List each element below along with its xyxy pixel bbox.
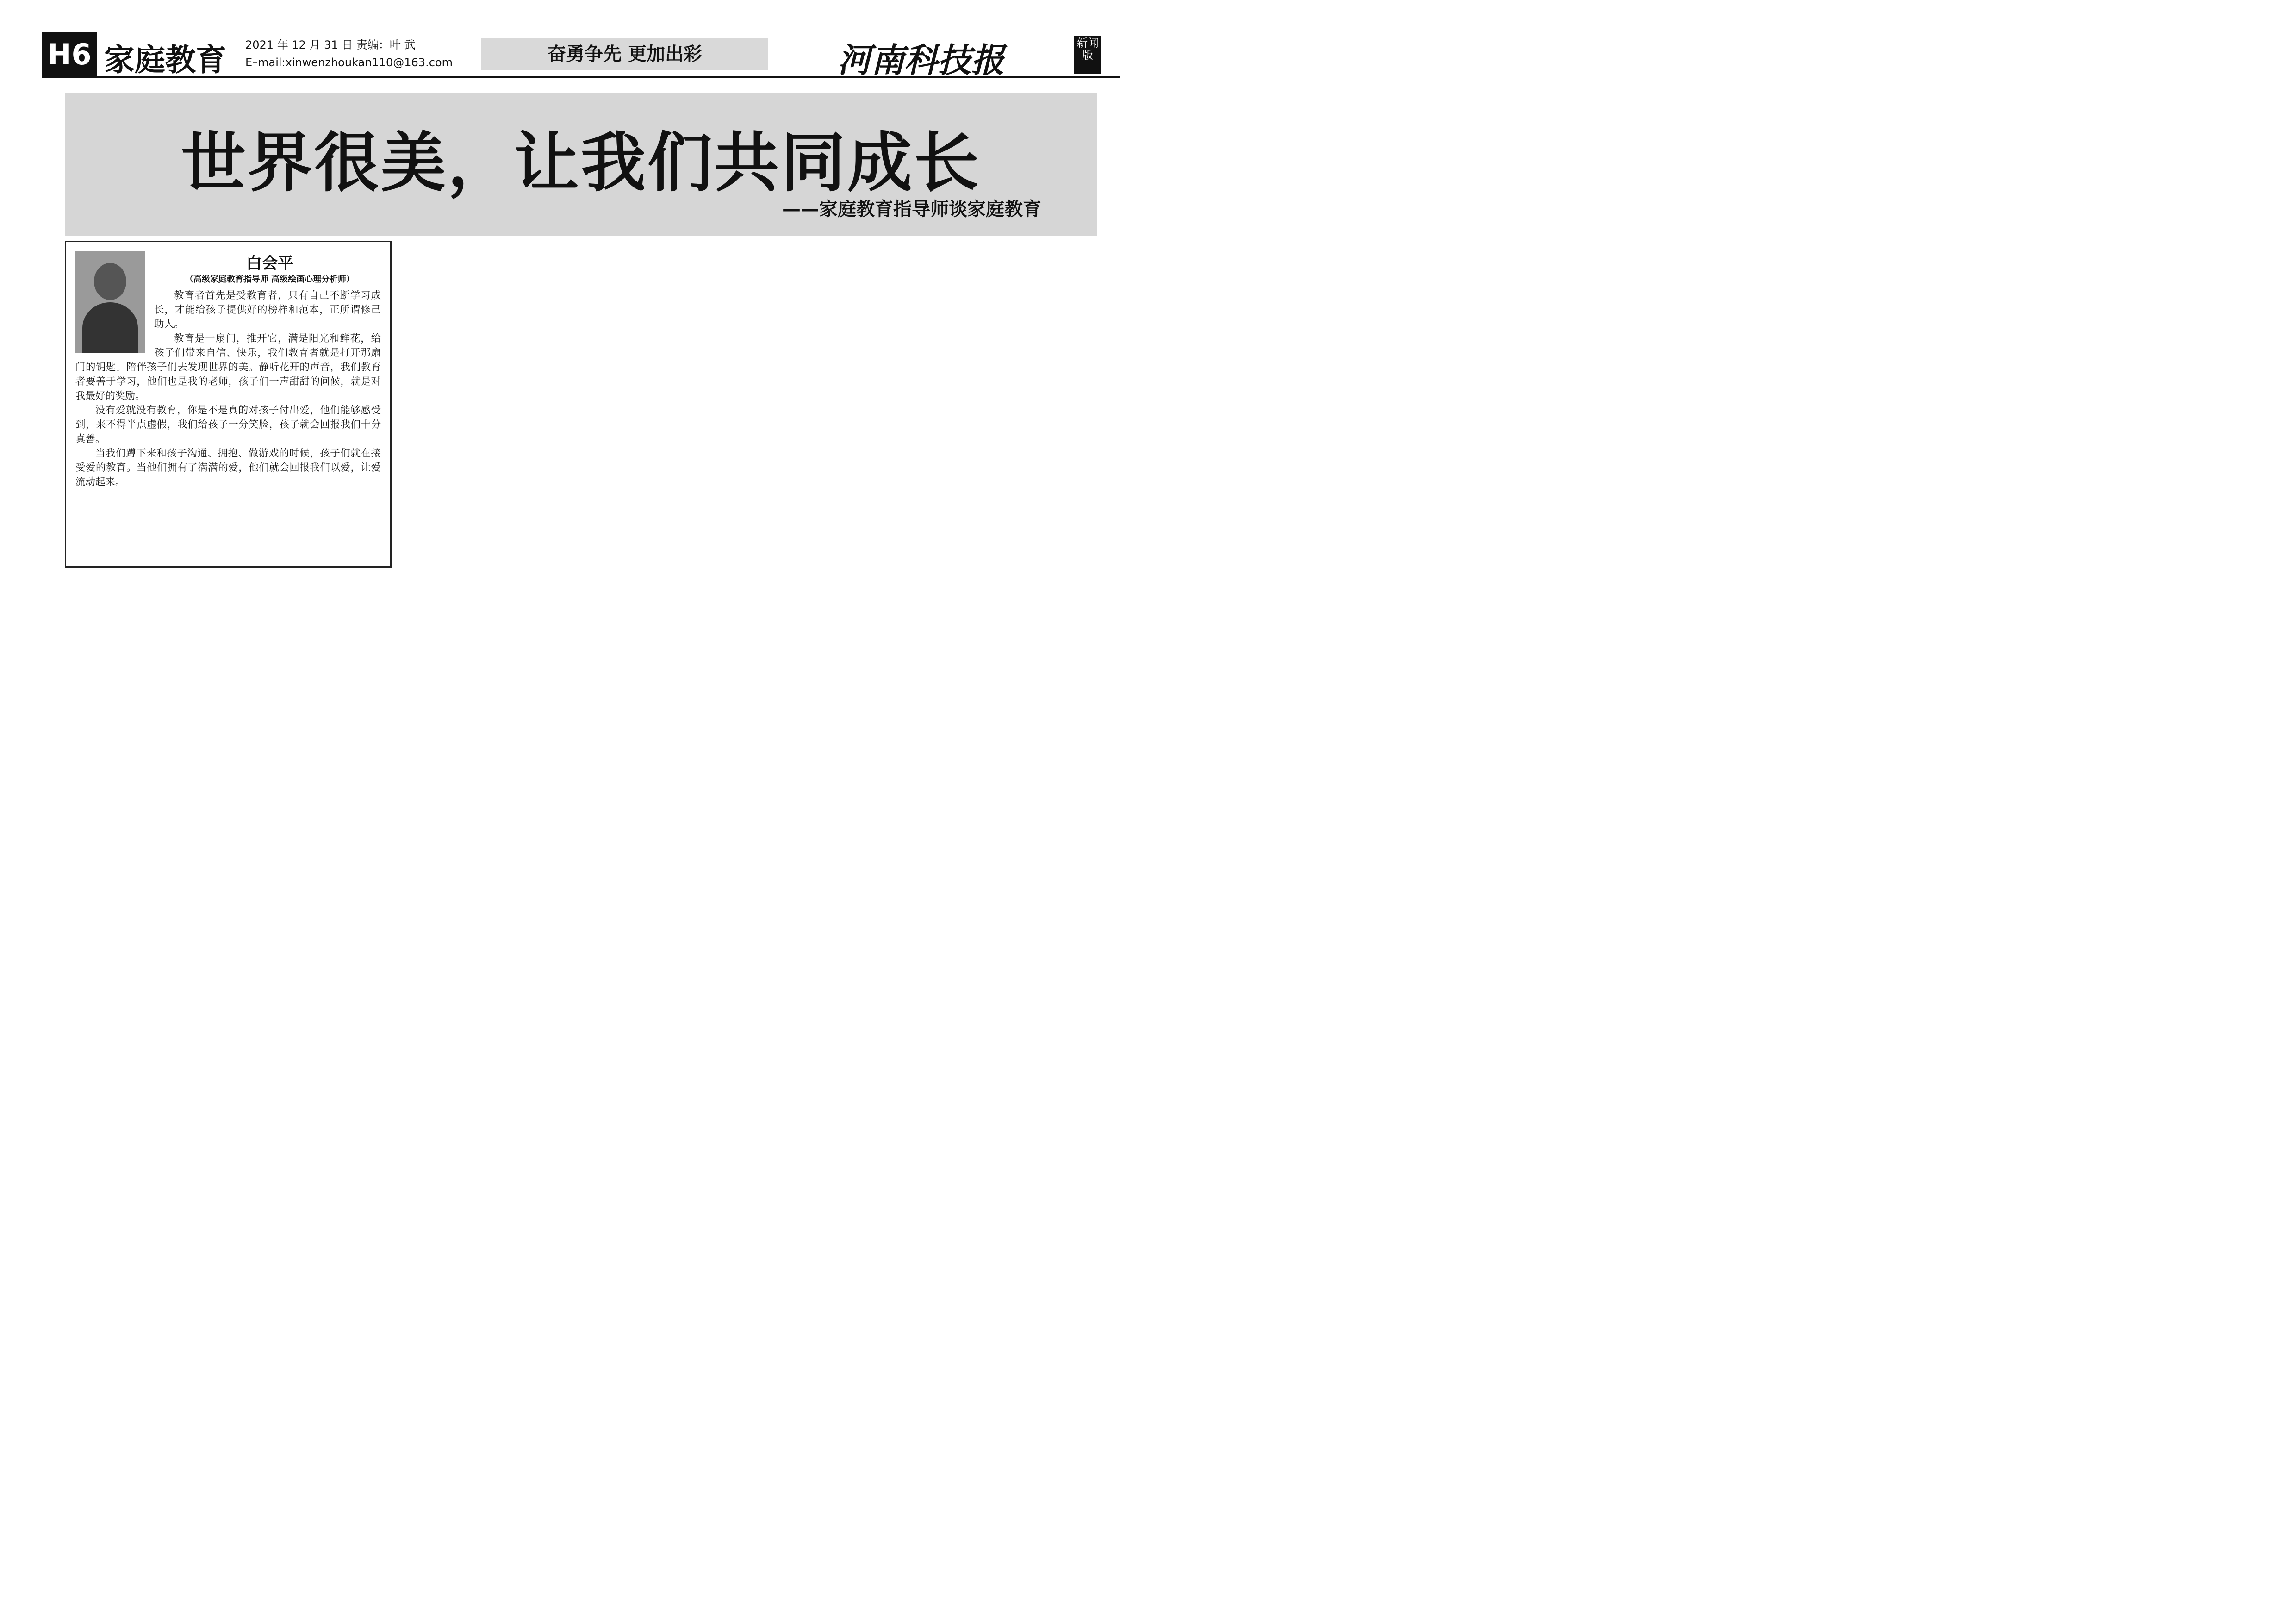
slogan: 奋勇争先 更加出彩	[481, 38, 768, 70]
section-name: 家庭教育	[104, 42, 226, 78]
page-number: H6	[42, 32, 97, 76]
masthead-badge: 新闻版	[1074, 36, 1101, 74]
expert-paragraph: 当我们蹲下来和孩子沟通、拥抱、做游戏的时候，孩子们就在接受爱的教育。当他们拥有了满满的爱，他们就会回报我们以爱，让爱流动起来。	[75, 448, 381, 488]
banner-subtitle: ——家庭教育指导师谈家庭教育	[782, 199, 1041, 220]
date-editor: 2021 年 12 月 31 日 责编：叶 武	[245, 38, 416, 51]
left-banner	[65, 93, 1097, 236]
banner-title: 世界很美，让我们共同成长	[180, 125, 981, 201]
left-page	[14, 0, 1139, 1624]
expert-paragraph: 没有爱就没有教育，你是不是真的对孩子付出爱，他们能够感受到，来不得半点虚假，我们给孩子一分笑脸，孩子就会回报我们十分真善。	[75, 405, 381, 445]
expert-role: （高级家庭教育指导师 高级绘画心理分析师）	[185, 275, 355, 284]
header-meta	[245, 36, 453, 71]
email: E–mail:xinwenzhoukan110@163.com	[245, 56, 453, 69]
left-header-bar	[42, 32, 1120, 78]
expert-name: 白会平	[246, 254, 293, 273]
expert-paragraph: 教育是一扇门，推开它，满是阳光和鲜花，给孩子们带来自信、快乐，我们教育者就是打开那扇门的钥匙。陪伴孩子们去发现世界的美。静听花开的声音，我们教育者要善于学习，他们也是我的老师，孩子们一声甜甜的问候，就是对我最好的奖励。	[75, 333, 381, 402]
masthead: 河南科技报	[838, 40, 1005, 80]
expert-card	[65, 241, 392, 568]
expert-paragraph: 教育者首先是受教育者，只有自己不断学习成长，才能给孩子提供好的榜样和范本，正所谓修己助人。	[154, 290, 381, 330]
expert-text	[75, 288, 381, 560]
